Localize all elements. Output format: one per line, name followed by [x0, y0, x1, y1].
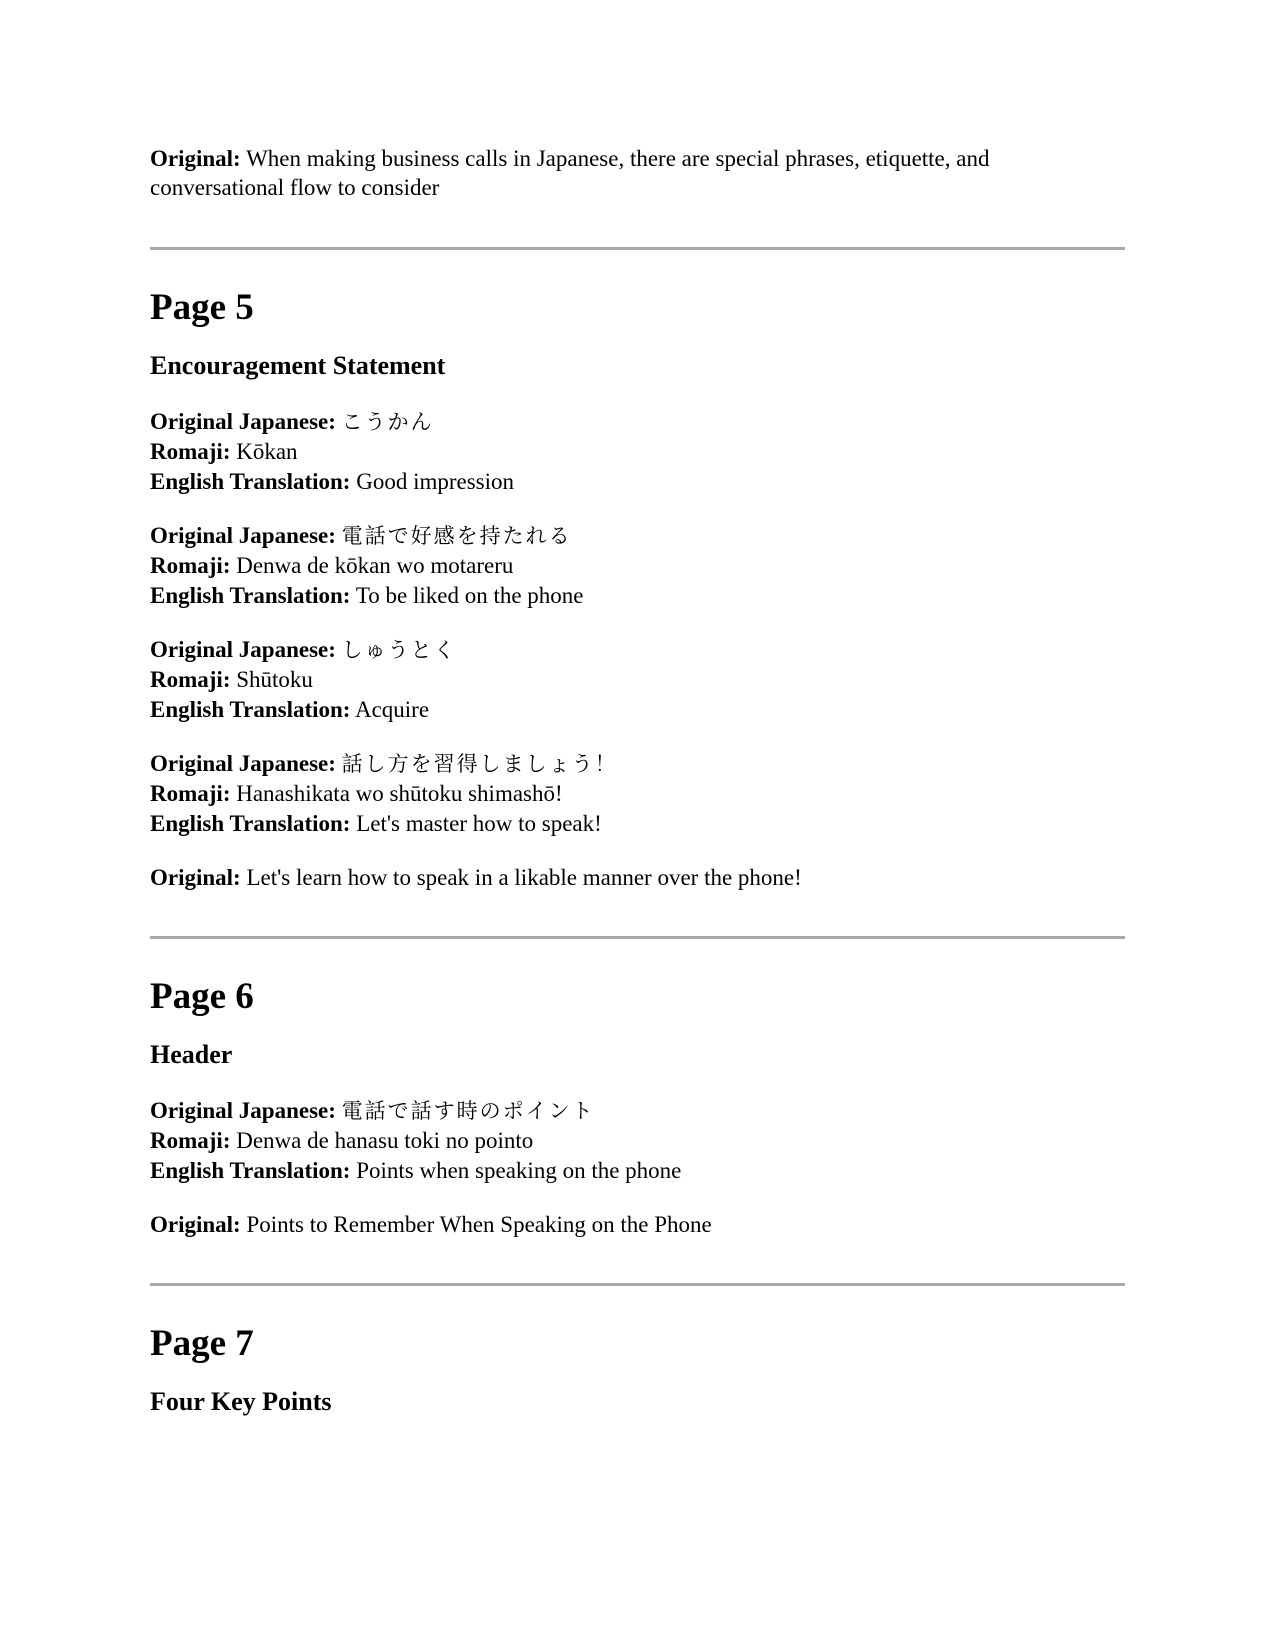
page-7-subtitle: Four Key Points: [150, 1387, 332, 1416]
english-text: Let's master how to speak!: [356, 811, 602, 836]
page-6-subtitle: Header: [150, 1040, 233, 1069]
page-6-original: [150, 1210, 1125, 1240]
english-text: Good impression: [356, 469, 515, 494]
romaji-text: Denwa de hanasu toki no pointo: [236, 1128, 534, 1153]
intro-paragraph: [150, 144, 1125, 202]
english-text: Acquire: [354, 697, 430, 722]
japanese-text: こうかん: [341, 410, 434, 434]
english-label: English Translation:: [150, 469, 351, 494]
original-label: Original:: [150, 1212, 241, 1237]
original-japanese-label: Original Japanese:: [150, 409, 336, 434]
intro-label: Original:: [150, 146, 241, 171]
divider-3: [150, 1283, 1125, 1286]
divider-1: [150, 247, 1125, 250]
intro-text: When making business calls in Japanese, there are special phrases, etiquette, and conversational flow to consider: [150, 146, 990, 200]
document-page: [150, 144, 1125, 1418]
romaji-label: Romaji:: [150, 667, 231, 692]
original-japanese-label: Original Japanese:: [150, 1098, 336, 1123]
page-6-title: Page 6: [150, 976, 254, 1017]
english-text: Points when speaking on the phone: [356, 1158, 682, 1183]
entry: [150, 407, 1125, 497]
english-text: To be liked on the phone: [355, 583, 584, 608]
page-7-title: Page 7: [150, 1323, 254, 1364]
japanese-text: 電話で話す時のポイント: [341, 1099, 595, 1123]
entry: [150, 1096, 1125, 1186]
romaji-text: Shūtoku: [236, 667, 313, 692]
divider-2: [150, 936, 1125, 939]
japanese-text: 話し方を習得しましょう！: [341, 752, 618, 776]
original-japanese-label: Original Japanese:: [150, 523, 336, 548]
section-page-6: [150, 975, 1125, 1240]
romaji-text: Hanashikata wo shūtoku shimashō!: [236, 781, 563, 806]
original-text: Points to Remember When Speaking on the Phone: [246, 1212, 712, 1237]
entry: [150, 749, 1125, 839]
original-japanese-label: Original Japanese:: [150, 751, 336, 776]
english-label: English Translation:: [150, 1158, 351, 1183]
page-5-original: [150, 863, 1125, 893]
original-text: Let's learn how to speak in a likable manner over the phone!: [246, 865, 802, 890]
english-label: English Translation:: [150, 697, 351, 722]
page-5-title: Page 5: [150, 287, 254, 328]
section-page-5: [150, 286, 1125, 893]
romaji-label: Romaji:: [150, 439, 231, 464]
romaji-text: Denwa de kōkan wo motareru: [236, 553, 514, 578]
romaji-label: Romaji:: [150, 553, 231, 578]
original-japanese-label: Original Japanese:: [150, 637, 336, 662]
original-label: Original:: [150, 865, 241, 890]
english-label: English Translation:: [150, 583, 351, 608]
japanese-text: 電話で好感を持たれる: [341, 524, 572, 548]
romaji-label: Romaji:: [150, 781, 231, 806]
page-5-subtitle: Encouragement Statement: [150, 351, 446, 380]
entry: [150, 521, 1125, 611]
section-page-7: [150, 1322, 1125, 1418]
english-label: English Translation:: [150, 811, 351, 836]
romaji-label: Romaji:: [150, 1128, 231, 1153]
romaji-text: Kōkan: [236, 439, 298, 464]
entry: [150, 635, 1125, 725]
japanese-text: しゅうとく: [341, 638, 457, 662]
